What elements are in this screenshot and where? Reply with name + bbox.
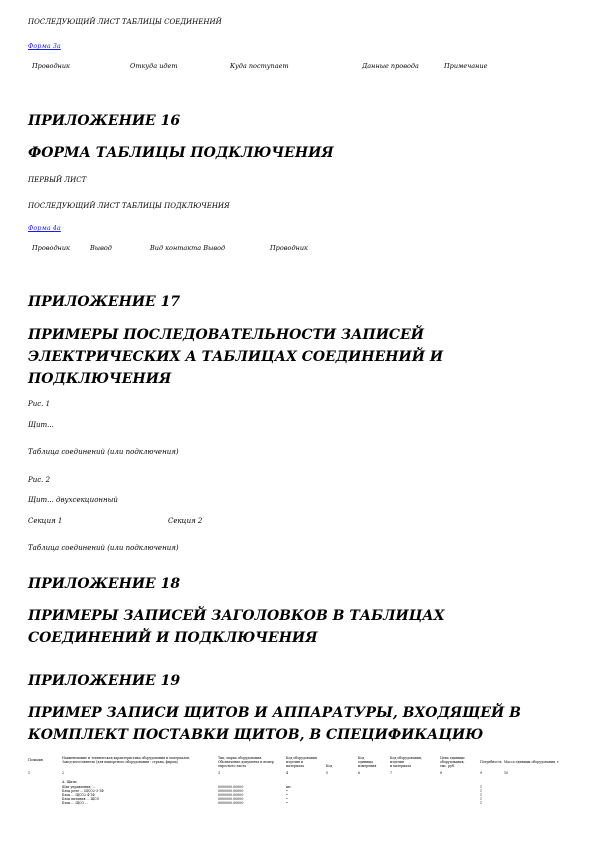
table-row-qty: 1 (480, 793, 483, 797)
th-unit-code-line-2: единицы (358, 760, 373, 764)
table-row-unit: шт. (286, 785, 292, 789)
table-row-mark: 0000000.00000 (218, 793, 244, 797)
th-unit-code-line-1: Код (358, 756, 365, 760)
column-header-conductor-2: Проводник (270, 244, 308, 252)
table-row-mark: 0000000.00000 (218, 801, 244, 805)
table-row-unit: • (286, 801, 288, 805)
table-row-qty: 1 (480, 797, 483, 801)
col-number: 7 (390, 771, 393, 775)
th-type-line-3: опросного листа (218, 764, 247, 768)
th-price-line-1: Цена единицы (440, 756, 465, 760)
panel-1-label: Щит... (28, 421, 54, 429)
table-caption-1: Таблица соединений (или подключения) (28, 448, 179, 456)
group-label: А. Щиты (62, 780, 77, 784)
th-code-eq-line-1: Код оборудования (286, 756, 317, 760)
col-number: 9 (480, 771, 483, 775)
section-1-label: Секция 1 (28, 517, 63, 525)
column-header-contact-type: Вид контакта Вывод (150, 244, 226, 252)
specification-table (28, 756, 568, 806)
th-code: Код (326, 764, 333, 768)
table-row-name: Блок ... ЩСО ... (62, 801, 89, 805)
column-header-from: Откуда идет (130, 62, 178, 70)
th-name-line-1: Наименование и техническая характеристика оборудования и материалов, (62, 756, 191, 760)
table-row-mark: 0000000.00000 (218, 785, 244, 789)
column-header-terminal: Вывод (90, 244, 112, 252)
col-number: 3 (218, 771, 221, 775)
col-number: 8 (440, 771, 443, 775)
col-number: 6 (358, 771, 361, 775)
table-row-qty: 1 (480, 785, 483, 789)
th-name-line-2: Завод-изготовитель (для импортного оборудования - страна, фирма) (62, 760, 178, 764)
appendix-19-title-line-2: КОМПЛЕКТ ПОСТАВКИ ЩИТОВ, В СПЕЦИФИКАЦИЮ (28, 727, 484, 743)
th-unit-code-line-3: измерения (358, 764, 377, 768)
col-number: 5 (326, 771, 329, 775)
th-code-eq-line-2: изделия и (286, 760, 304, 764)
form-3a-link[interactable]: Форма 3а (28, 42, 61, 50)
th-price-line-2: оборудования, (440, 760, 465, 764)
th-price-line-3: тыс. руб. (440, 764, 455, 768)
figure-1-label: Рис. 1 (28, 400, 51, 408)
table-caption-2: Таблица соединений (или подключения) (28, 544, 179, 552)
section-2-label: Секция 2 (168, 517, 203, 525)
th-type-line-1: Тип, марка оборудования. (218, 756, 263, 760)
appendix-16-heading: ПРИЛОЖЕНИЕ 16 (28, 113, 181, 129)
appendix-18-title-line-2: СОЕДИНЕНИЙ И ПОДКЛЮЧЕНИЯ (28, 630, 318, 646)
column-header-to: Куда поступает (230, 62, 289, 70)
col-number: 2 (62, 771, 65, 775)
th-code-material-line-2: изделия (390, 760, 404, 764)
appendix-18-heading: ПРИЛОЖЕНИЕ 18 (28, 576, 181, 592)
appendix-17-title-line-2: ЭЛЕКТРИЧЕСКИХ А ТАБЛИЦАХ СОЕДИНЕНИЙ И (28, 349, 444, 365)
column-header-conductor: Проводник (32, 62, 70, 70)
appendix-19-heading: ПРИЛОЖЕНИЕ 19 (28, 673, 181, 689)
table-row-mark: 0000000.00000 (218, 797, 244, 801)
panel-2-label: Щит... двухсекционный (28, 496, 118, 504)
table-row-qty: 1 (480, 801, 483, 805)
table-row-unit: • (286, 797, 288, 801)
table-row-unit: • (286, 793, 288, 797)
col-number: 4 (286, 771, 289, 775)
column-header-conductor-1: Проводник (32, 244, 70, 252)
column-header-wire-data: Данные провода (362, 62, 419, 70)
column-header-note: Примечание (444, 62, 488, 70)
th-code-eq-line-3: материала (286, 764, 305, 768)
subsequent-sheet-heading-16: ПОСЛЕДУЮЩИЙ ЛИСТ ТАБЛИЦЫ ПОДКЛЮЧЕНИЯ (28, 202, 230, 210)
table-row-name: Щит управления, ... (62, 785, 96, 789)
subsequent-sheet-heading-15: ПОСЛЕДУЮЩИЙ ЛИСТ ТАБЛИЦЫ СОЕДИНЕНИЙ (28, 18, 222, 26)
th-type-line-2: Обозначение документа и номер (218, 760, 274, 764)
col-number: 1 (28, 771, 31, 775)
th-code-material-line-1: Код оборудования, (390, 756, 422, 760)
appendix-19-title-line-1: ПРИМЕР ЗАПИСИ ЩИТОВ И АППАРАТУРЫ, ВХОДЯЩЕЙ В (28, 705, 521, 721)
first-sheet-label: ПЕРВЫЙ ЛИСТ (28, 176, 87, 184)
th-demand: Потребность (480, 760, 502, 764)
appendix-18-title-line-1: ПРИМЕРЫ ЗАПИСЕЙ ЗАГОЛОВКОВ В ТАБЛИЦАХ (28, 608, 445, 624)
appendix-16-title: ФОРМА ТАБЛИЦЫ ПОДКЛЮЧЕНИЯ (28, 145, 334, 161)
appendix-17-title-line-1: ПРИМЕРЫ ПОСЛЕДОВАТЕЛЬНОСТИ ЗАПИСЕЙ (28, 327, 424, 343)
th-position: Позиция (28, 758, 43, 762)
table-row-unit: • (286, 789, 288, 793)
appendix-17-heading: ПРИЛОЖЕНИЕ 17 (28, 294, 181, 310)
figure-2-label: Рис. 2 (28, 476, 51, 484)
table-row-qty: 1 (480, 789, 483, 793)
appendix-17-title-line-3: ПОДКЛЮЧЕНИЯ (28, 371, 172, 387)
table-row-name: Блок питания ... ЩСО (62, 797, 100, 801)
th-mass: Масса единицы оборудования, т (504, 760, 559, 764)
col-number: 10 (504, 771, 509, 775)
form-4a-link[interactable]: Форма 4а (28, 224, 61, 232)
th-code-material-line-3: и материала (390, 764, 412, 768)
table-row-name: Блок реле ... ЩСО2-3-1Ф (62, 789, 104, 793)
table-row-name: Блок ... ЩСО2-4-1Ф (62, 793, 95, 797)
table-row-mark: 0000000.00000 (218, 789, 244, 793)
